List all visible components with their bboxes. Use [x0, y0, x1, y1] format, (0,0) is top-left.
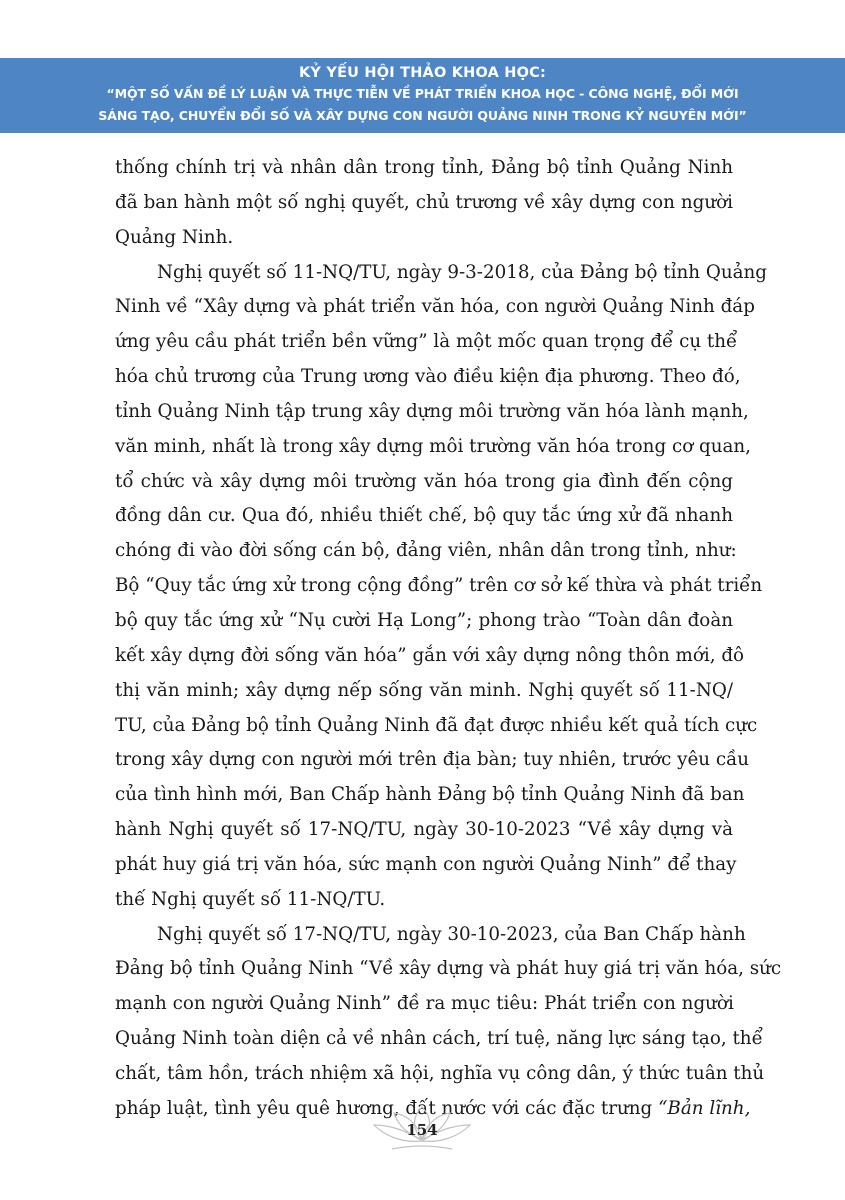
text-line: trong xây dựng con người mới trên địa bàn; tuy nhiên, trước yêu cầu [115, 749, 750, 771]
text-line: phát huy giá trị văn hóa, sức mạnh con người Quảng Ninh” để thay [115, 853, 737, 875]
text-line: mạnh con người Quảng Ninh” đề ra mục tiêu: Phát triển con người [115, 993, 734, 1015]
text-line: thống chính trị và nhân dân trong tỉnh, Đảng bộ tỉnh Quảng Ninh [115, 157, 733, 178]
text-segment: pháp luật, tình yêu quê hương, đất nước với các đặc trưng [115, 1097, 659, 1119]
text-line: bộ quy tắc ứng xử “Nụ cười Hạ Long”; phong trào “Toàn dân đoàn [115, 609, 733, 631]
text-line: hành Nghị quyết số 17-NQ/TU, ngày 30-10-2023 “Về xây dựng và [115, 819, 733, 841]
text-line: Bộ “Quy tắc ứng xử trong cộng đồng” trên cơ sở kế thừa và phát triển [115, 575, 763, 597]
header-subtitle-line2: SÁNG TẠO, CHUYỂN ĐỔI SỐ VÀ XÂY DỰNG CON NGƯỜI QUẢNG NINH TRONG KỶ NGUYÊN MỚI” [98, 108, 747, 123]
header-subtitle-line1: “MỘT SỐ VẤN ĐỀ LÝ LUẬN VÀ THỰC TIỄN VỀ PHÁT TRIỂN KHOA HỌC - CÔNG NGHỆ, ĐỔI MỚI [106, 86, 739, 101]
text-line: tỉnh Quảng Ninh tập trung xây dựng môi trường văn hóa lành mạnh, [115, 400, 749, 422]
text-line: Quảng Ninh toàn diện cả về nhân cách, trí tuệ, năng lực sáng tạo, thể [115, 1028, 763, 1050]
text-line: TU, của Đảng bộ tỉnh Quảng Ninh đã đạt được nhiều kết quả tích cực [115, 714, 758, 736]
body-text [115, 151, 782, 1127]
text-line: Ninh về “Xây dựng và phát triển văn hóa, con người Quảng Ninh đáp [115, 296, 755, 318]
text-line: thế Nghị quyết số 11-NQ/TU. [115, 888, 386, 910]
text-line: chóng đi vào đời sống cán bộ, đảng viên, nhân dân trong tỉnh, như: [115, 540, 737, 562]
text-line: Đảng bộ tỉnh Quảng Ninh “Về xây dựng và phát huy giá trị văn hóa, sức [115, 958, 782, 980]
text-line: hóa chủ trương của Trung ương vào điều kiện địa phương. Theo đó, [115, 366, 741, 388]
header-banner [0, 58, 845, 133]
text-line: thị văn minh; xây dựng nếp sống văn minh. Nghị quyết số 11-NQ/ [115, 679, 733, 701]
text-line: đồng dân cư. Qua đó, nhiều thiết chế, bộ quy tắc ứng xử đã nhanh [115, 505, 733, 527]
text-line: ứng yêu cầu phát triển bền vững” là một mốc quan trọng để cụ thể [115, 331, 738, 353]
header-title: KỶ YẾU HỘI THẢO KHOA HỌC: [298, 65, 547, 81]
text-line: chất, tâm hồn, trách nhiệm xã hội, nghĩa vụ công dân, ý thức tuân thủ [115, 1062, 765, 1084]
text-line: Nghị quyết số 17-NQ/TU, ngày 30-10-2023, của Ban Chấp hành [157, 923, 746, 945]
text-line: tổ chức và xây dựng môi trường văn hóa trong gia đình đến cộng [115, 470, 733, 492]
text-line: kết xây dựng đời sống văn hóa” gắn với xây dựng nông thôn mới, đô [115, 644, 745, 666]
text-line: Nghị quyết số 11-NQ/TU, ngày 9-3-2018, của Đảng bộ tỉnh Quảng [157, 261, 767, 283]
text-segment-italic: “Bản lĩnh, [658, 1097, 751, 1119]
text-line: Quảng Ninh. [115, 226, 234, 248]
text-line: văn minh, nhất là trong xây dựng môi trường văn hóa trong cơ quan, [115, 435, 751, 457]
page-footer [362, 1103, 482, 1155]
text-line: của tình hình mới, Ban Chấp hành Đảng bộ tỉnh Quảng Ninh đã ban [115, 784, 745, 806]
text-line: đã ban hành một số nghị quyết, chủ trương về xây dựng con người [115, 191, 733, 213]
page-number: 154 [406, 1121, 438, 1139]
